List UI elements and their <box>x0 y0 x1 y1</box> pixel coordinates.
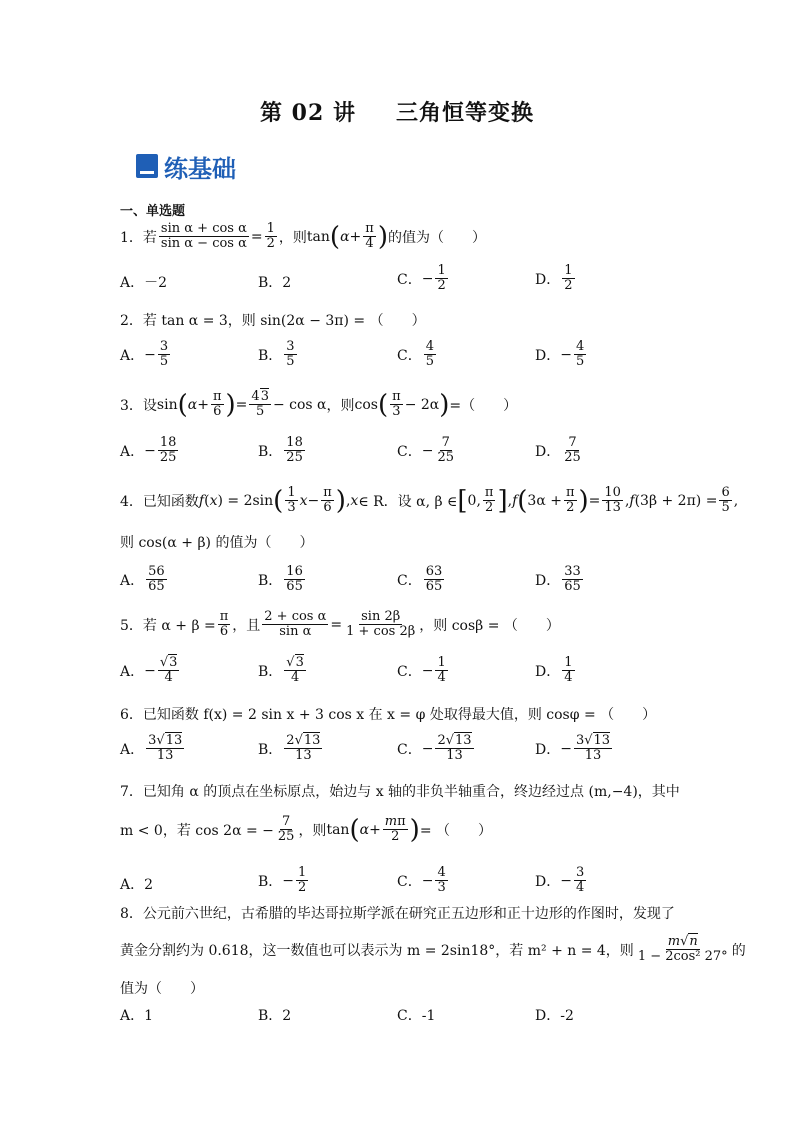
question-6: 6．已知函数 f(x) = 2 sin x + 3 cos x 在 x = φ 处取得最大值，则 cosφ = （ ） <box>120 707 657 723</box>
q2-option-c[interactable]: C． $\frac{4}{5}$ <box>397 339 434 370</box>
q1-suffix: 的值为（ ） <box>387 229 486 246</box>
question-5: 5．若 α + β = $\frac{\pi}{6}$ ，且 $\frac{\text{2 + cos α}}{\text{sin α}}$ = $\frac{\sin 2\beta}{1 + \cos 2\beta}$ ，则 cosβ = （ ） <box>120 609 560 640</box>
q6-option-c[interactable]: C． − $\frac{2√13}{13}$ <box>397 733 472 764</box>
q2-option-b[interactable]: B． $\frac{3}{5}$ <box>258 339 295 370</box>
q3-option-a[interactable]: A． − $\frac{18}{25}$ <box>120 435 177 466</box>
q6-option-b[interactable]: B． $\frac{2√13}{13}$ <box>258 733 321 764</box>
q1-option-d[interactable]: D． $\frac{1}{2}$ <box>535 263 573 294</box>
lecture-topic: 三角恒等变换 <box>395 100 534 126</box>
q7-option-d[interactable]: D． − $\frac{3}{4}$ <box>535 865 585 896</box>
question-7: 7．已知角 α 的顶点在坐标原点，始边与 x 轴的非负半轴重合，终边经过点 (m,−4)，其中 <box>120 784 680 800</box>
q1-option-a[interactable]: A．－2 <box>120 275 168 291</box>
question-8-line2: 黄金分割约为 0.618，这一数值也可以表示为 m = 2sin18°，若 m² + n = 4，则 $\frac{m√n}{\text{1 − 2cos² 27°}}$ 的 <box>120 934 746 965</box>
q8-option-b[interactable]: B．2 <box>258 1008 292 1024</box>
q5-option-c[interactable]: C． − $\frac{1}{4}$ <box>397 655 446 686</box>
q1-option-c[interactable]: C． − $\frac{1}{2}$ <box>397 263 446 294</box>
q2-option-a[interactable]: A． − $\frac{3}{5}$ <box>120 339 169 370</box>
page-title <box>0 96 794 127</box>
q3-option-c[interactable]: C． − $\frac{7}{25}$ <box>397 435 454 466</box>
question-1: 1．若 $\frac{\text{sin α + cos α}}{\text{sin α − cos α}}$ = $\frac{1}{2}$ ，则 tan ( α + $\frac{\pi}{4}$ ) 的值为（ ） <box>120 221 486 252</box>
q8-option-d[interactable]: D．-2 <box>535 1008 574 1024</box>
question-2: 2．若 tan α = 3，则 sin(2α − 3π) = （ ） <box>120 313 426 329</box>
question-3: 3．设 sin ( α + $\frac{\pi}{6}$ ) = $\frac{43}{5}$ − cos α ，则 cos ( $\frac{\pi}{3}$ − 2α ) =（ ） <box>120 389 518 420</box>
q8-option-c[interactable]: C．-1 <box>397 1008 436 1024</box>
question-4: 4．已知函数 f ( x ) = 2sin ( $\frac{1}{3}$ x − $\frac{\pi}{6}$ ) , x ∈ R．设 α, β ∈ [ 0, $\frac{\pi}{2}$ ] , f ( 3α + $\frac{\pi}{2}$ ) = $\frac{10}{13}$ , f (3β + 2π) = $\frac{6}{5}$ , <box>120 485 739 516</box>
q4-option-a[interactable]: A． $\frac{56}{65}$ <box>120 564 165 595</box>
question-8-line3: 值为（ ） <box>120 981 204 997</box>
q4-option-c[interactable]: C． $\frac{63}{65}$ <box>397 564 443 595</box>
q2-option-d[interactable]: D． − $\frac{4}{5}$ <box>535 339 585 370</box>
q3-option-d[interactable]: D． $\frac{7}{25}$ <box>535 435 581 466</box>
q8-option-a[interactable]: A．1 <box>120 1008 154 1024</box>
q5-option-a[interactable]: A． − $\frac{√3}{4}$ <box>120 655 178 686</box>
q5-option-b[interactable]: B． $\frac{√3}{4}$ <box>258 655 304 686</box>
q1-mid: ，则 <box>278 229 307 246</box>
q7-option-c[interactable]: C． − $\frac{4}{3}$ <box>397 865 446 896</box>
q4-option-d[interactable]: D． $\frac{33}{65}$ <box>535 564 581 595</box>
q1-prefix: 1．若 <box>120 229 157 246</box>
q5-option-d[interactable]: D． $\frac{1}{4}$ <box>535 655 573 686</box>
q6-option-d[interactable]: D． − $\frac{3√13}{13}$ <box>535 733 611 764</box>
subsection-title: 一、单选题 <box>120 204 186 219</box>
lecture-number: 第 02 讲 <box>260 100 356 126</box>
q7-option-b[interactable]: B． − $\frac{1}{2}$ <box>258 865 307 896</box>
question-4-line2: 则 cos(α + β) 的值为（ ） <box>120 535 314 551</box>
section-header <box>136 150 236 182</box>
q1-half: $\frac{1}{2}$ <box>266 221 275 252</box>
q1-option-b[interactable]: B．2 <box>258 275 292 291</box>
section-label: 练基础 <box>164 154 236 183</box>
question-8: 8．公元前六世纪，古希腊的毕达哥拉斯学派在研究正五边形和正十边形的作图时，发现了 <box>120 906 675 922</box>
book-icon <box>136 154 158 178</box>
q6-option-a[interactable]: A． $\frac{3√13}{13}$ <box>120 733 183 764</box>
q1-fraction: $\frac{\text{sin α + cos α}}{\text{sin α − cos α}}$ <box>160 221 247 252</box>
q3-option-b[interactable]: B． $\frac{18}{25}$ <box>258 435 303 466</box>
q4-option-b[interactable]: B． $\frac{16}{65}$ <box>258 564 303 595</box>
question-7-line2: m < 0，若 cos 2α = − $\frac{7}{25}$ ，则 tan ( α + $\frac{m\pi}{2}$ ) = （ ） <box>120 814 493 845</box>
q7-option-a[interactable]: A．2 <box>120 877 154 893</box>
